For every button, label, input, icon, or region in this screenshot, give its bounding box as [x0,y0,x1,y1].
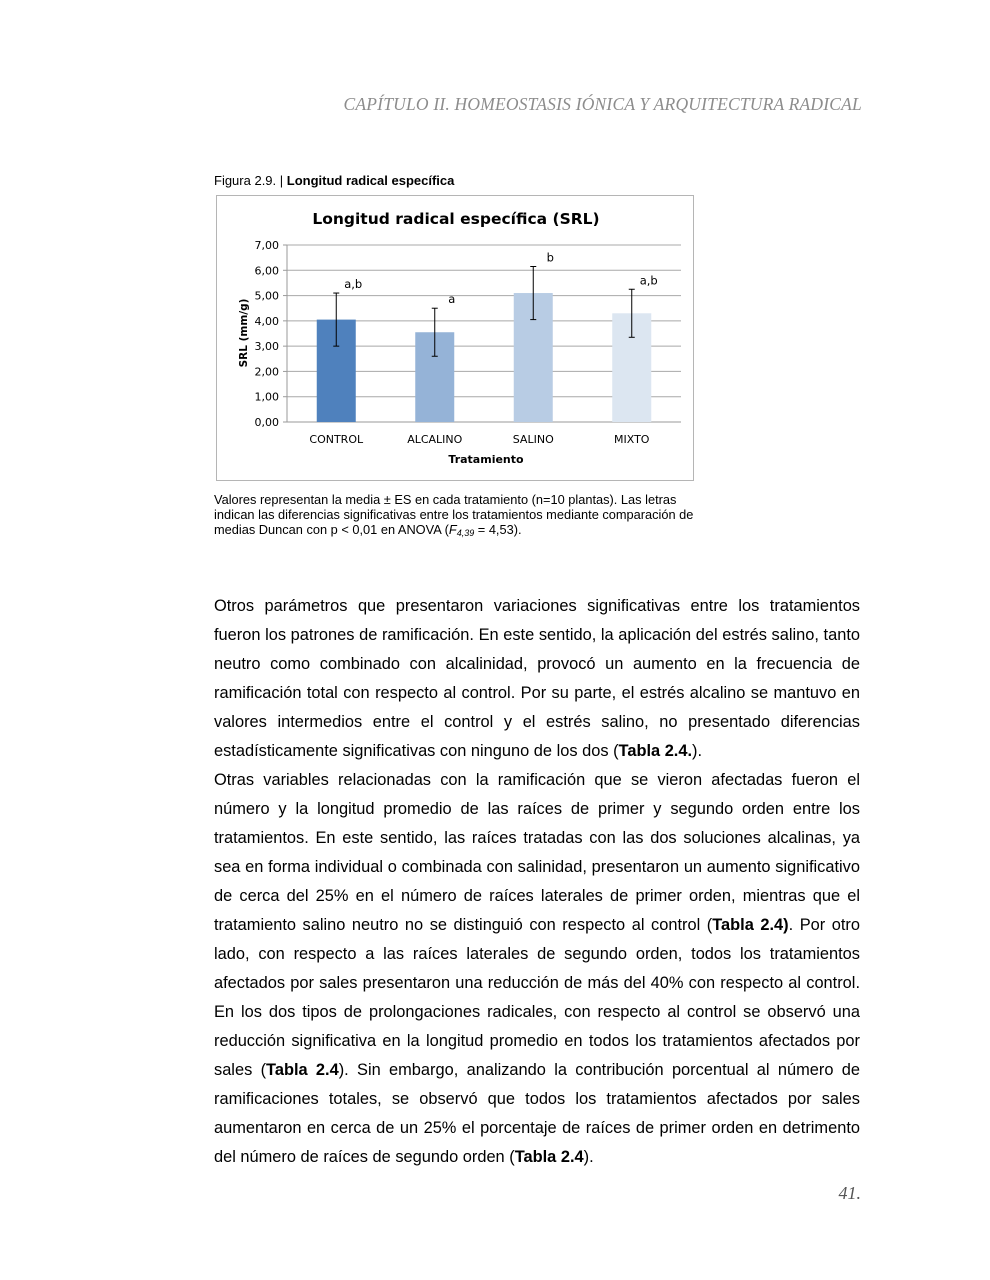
figure-title: Longitud radical específica [286,173,455,188]
y-tick-label: 7,00 [254,239,279,252]
figure-label: Figura 2.9. | [214,173,284,188]
table-ref: Tabla 2.4 [514,1148,584,1166]
y-axis-label: SRL (mm/g) [238,298,250,368]
paragraph-2-text: ). Sin embargo, analizando la contribución porcentual al número de ramificaciones totales, se observó que todos los tratamientos afectados por sales aumentaron en cerca de un 25% el porcentaje de raíces de primer orden en detrimento del número de raíces de segundo orden ( [214,1061,860,1166]
figure-note-stat: = 4,53). [474,522,522,537]
significance-label: a,b [344,277,363,292]
y-tick-label: 0,00 [254,416,279,429]
y-tick-label: 1,00 [254,390,279,404]
table-ref: Tabla 2.4) [712,916,789,934]
running-header: CAPÍTULO II. HOMEOSTASIS IÓNICA Y ARQUITECTURA RADICAL [343,94,862,114]
paragraph-2 [214,766,860,1172]
page-number: 41. [838,1183,861,1203]
paragraph-1 [214,592,860,766]
table-ref: Tabla 2.4 [266,1061,339,1079]
x-tick-label: CONTROL [309,433,364,446]
x-axis-label: Tratamiento [448,453,524,466]
chart-title: Longitud radical específica (SRL) [312,210,600,228]
y-tick-label: 2,00 [254,365,279,379]
y-tick-label: 6,00 [254,264,279,278]
paragraph-1-end: ). [692,742,703,760]
significance-label: b [546,250,554,265]
y-tick-label: 4,00 [254,314,279,328]
figure-caption [214,173,454,188]
paragraph-2-text: . Por otro lado, con respecto a las raíces laterales de segundo orden, todos los tratamientos afectados por sales presentaron una reducción de más del 40% con respecto al control. En los dos tipos de prolongaciones radicales, con respecto al control se observó una reducción significativa en la longitud promedio en todos los tratamientos afectados por sales ( [214,916,860,1079]
significance-label: a [448,292,456,307]
body-text [214,592,860,1172]
chart-frame [216,195,694,481]
stat-symbol: F [448,522,457,537]
x-tick-label: MIXTO [614,433,650,446]
x-tick-label: ALCALINO [407,433,463,446]
paragraph-1-text: Otros parámetros que presentaron variaciones significativas entre los tratamientos fueron los patrones de ramificación. En este sentido, la aplicación del estrés salino, tanto neutro como combinado con alcalinidad, provocó un aumento en la frecuencia de ramificación total con respecto al control. Por su parte, el estrés alcalino se mantuvo en valores intermedios entre el control y el estrés salino, no presentado diferencias estadísticamente significativas con ninguno de los dos ( [214,597,860,760]
y-tick-label: 5,00 [254,289,279,303]
significance-label: a,b [639,273,658,288]
figure-note [214,492,714,537]
x-tick-label: SALINO [512,433,554,446]
y-tick-label: 3,00 [254,340,279,354]
stat-subscript: 4,39 [456,528,475,538]
paragraph-2-text: Otras variables relacionadas con la ramificación que se vieron afectadas fueron el número y la longitud promedio de las raíces de primer y segundo orden entre los tratamientos. En este sentido, las raíces tratadas con las dos soluciones alcalinas, ya sea en forma individual o combinada con salinidad, presentaron un aumento significativo de cerca del 25% en el número de raíces laterales de primer orden, mientras que el tratamiento salino neutro no se distinguió con respecto al control ( [214,771,860,934]
table-ref: Tabla 2.4. [618,742,693,760]
figure-note-text: Valores representan la media ± ES en cada tratamiento (n=10 plantas). Las letras indican las diferencias significativas entre los tratamientos mediante comparación de medias Duncan con p < 0,01 en ANOVA ( [214,492,694,537]
srl-bar-chart [217,196,693,480]
paragraph-2-end: ). [583,1148,594,1166]
